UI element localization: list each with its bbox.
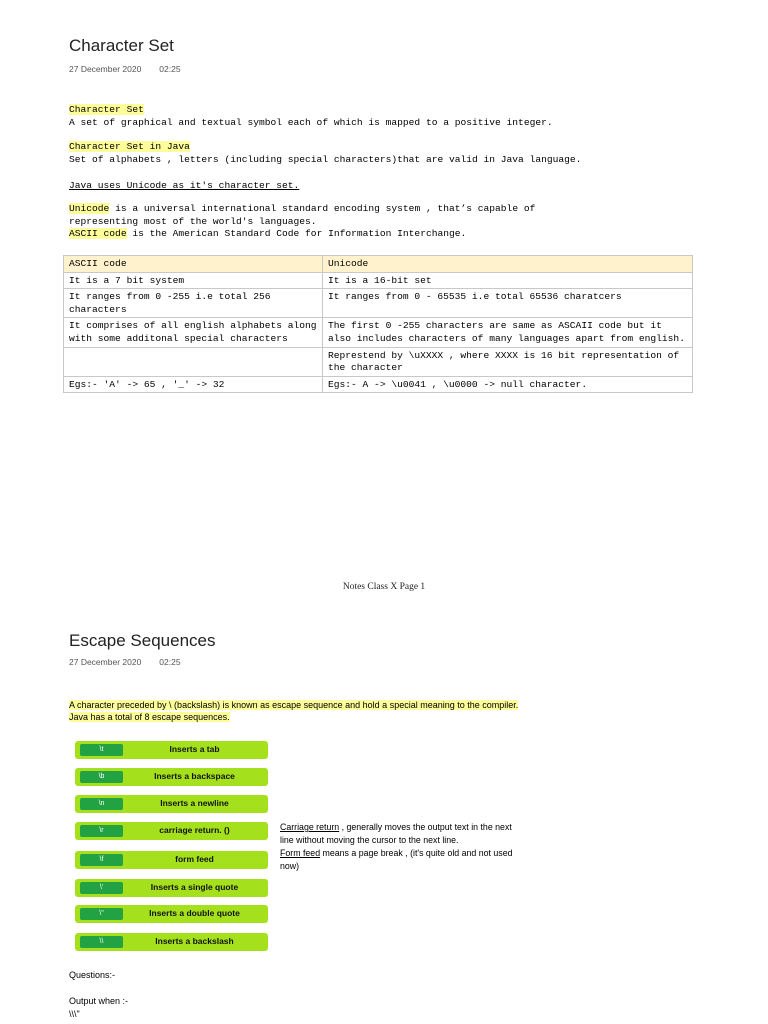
escape-code: \t (80, 744, 123, 756)
escape-code: \n (80, 798, 123, 810)
unicode-text: is a universal international standard encoding system , that’s capable of (109, 203, 536, 214)
escape-sequence-item (75, 768, 268, 786)
table-cell: The first 0 -255 characters are same as ASCAII code but it also includes characters of many languages apart from english. (323, 318, 693, 347)
escape-code: \\ (80, 936, 123, 948)
escape-description: Inserts a newline (160, 798, 229, 808)
page-footer: Notes Class X Page 1 (342, 582, 426, 592)
form-feed-text: means a page break , (it's quite old and not used now) (280, 848, 513, 871)
term-carriage-return: Carriage return (280, 822, 340, 832)
definition-text: A set of graphical and textual symbol each of which is mapped to a positive integer. (69, 116, 553, 128)
term-ascii: ASCII code (69, 228, 127, 240)
output-value: \\\" (69, 1009, 80, 1019)
table-row (64, 318, 693, 347)
escape-sequence-item (75, 879, 268, 897)
table-header-row (64, 256, 693, 273)
term-character-set: Character Set (69, 104, 144, 115)
table-cell: It ranges from 0 - 65535 i.e total 65536 charatcers (323, 289, 693, 318)
escape-description: Inserts a single quote (150, 882, 239, 892)
page-meta (69, 657, 181, 667)
escape-description: Inserts a double quote (149, 908, 240, 918)
escape-sequence-item (75, 741, 268, 759)
table-cell: It is a 16-bit set (323, 272, 693, 289)
output-when-label: Output when :- (69, 996, 129, 1006)
escape-sequence-item (75, 933, 268, 951)
escape-intro-line: A character preceded by \ (backslash) is known as escape sequence and hold a special meaning to the compiler. (69, 700, 519, 710)
escape-description: Inserts a tab (169, 744, 220, 754)
page-date: 27 December 2020 (69, 64, 142, 74)
escape-description: form feed (175, 854, 214, 864)
escape-description: carriage return. () (159, 825, 230, 835)
escape-intro (69, 699, 518, 723)
escape-sequence-item (75, 795, 268, 813)
page-time: 02:25 (159, 64, 181, 74)
table-cell (64, 347, 323, 376)
escape-code: \f (80, 854, 123, 866)
table-cell: Egs:- 'A' -> 65 , '_' -> 32 (64, 376, 323, 393)
table-cell: It comprises of all english alphabets along with some additonal special characters (64, 318, 323, 347)
ascii-text: is the American Standard Code for Information Interchange. (126, 228, 467, 240)
term-unicode: Unicode (69, 203, 110, 214)
escape-sequence-item (75, 822, 268, 840)
escape-description: Inserts a backslash (155, 936, 234, 946)
term-form-feed: Form feed (280, 848, 321, 858)
page-title: Character Set (69, 36, 174, 55)
escape-sequence-item (75, 905, 268, 923)
escape-notes (280, 821, 520, 873)
questions-heading: Questions:- (69, 970, 116, 980)
escape-sequence-item (75, 851, 268, 869)
table-row (64, 376, 693, 393)
page-time: 02:25 (159, 657, 181, 667)
table-header-cell: ASCII code (64, 256, 323, 273)
definition-character-set (69, 104, 553, 129)
table-row (64, 347, 693, 376)
table-cell: It is a 7 bit system (64, 272, 323, 289)
unicode-text-cont: representing most of the world's languages. (69, 215, 317, 227)
escape-code: \' (80, 882, 123, 894)
table-cell: It ranges from 0 -255 i.e total 256 characters (64, 289, 323, 318)
escape-code: \b (80, 771, 123, 783)
page-title: Escape Sequences (69, 631, 216, 650)
table-cell: Egs:- A -> \u0041 , \u0000 -> null character. (323, 376, 693, 393)
term-character-set-java: Character Set in Java (69, 141, 190, 152)
escape-description: Inserts a backspace (154, 771, 235, 781)
page-date: 27 December 2020 (69, 657, 142, 667)
unicode-ascii-definitions (69, 203, 535, 241)
escape-code: \" (80, 908, 123, 920)
carriage-return-text: , generally moves the output text in the next line without moving the cursor to the next line. (280, 822, 512, 845)
table-row (64, 289, 693, 318)
definition-java-charset (69, 141, 581, 166)
table-cell: Represtend by \uXXXX , where XXXX is 16 bit representation of the character (323, 347, 693, 376)
page-meta (69, 64, 181, 74)
java-unicode-note: Java uses Unicode as it's character set. (69, 180, 300, 191)
escape-intro-line: Java has a total of 8 escape sequences. (69, 712, 230, 722)
table-header-cell: Unicode (323, 256, 693, 273)
definition-text: Set of alphabets , letters (including special characters)that are valid in Java language. (69, 153, 582, 165)
table-row (64, 272, 693, 289)
escape-code: \r (80, 825, 123, 837)
comparison-table (63, 255, 693, 393)
